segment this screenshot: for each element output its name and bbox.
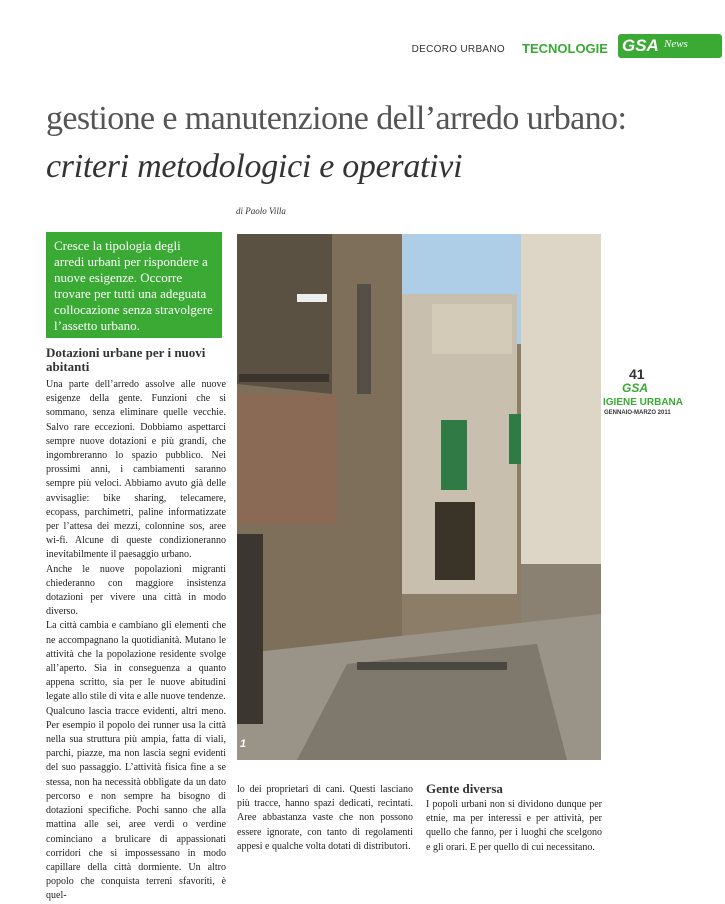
body-column-3 xyxy=(426,798,602,855)
article-title: gestione e manutenzione dell’arredo urbano: xyxy=(46,100,627,137)
paragraph: Una parte dell’arredo assolve alle nuove esigenze della gente. Funzioni che si sommano, senza eliminare quelle vecchie. Salvo rare eccezioni. Dobbiamo aspettarci sempre nuove dotazioni e più grandi, che ingombreranno lo spazio pubblico. Nei prossimi anni, i cambiamenti saranno sempre più veloci. Abbiamo avuto già delle avvisaglie: bike sharing, telecamere, ecopass, parchimetri, paline informatizzate per l’attesa dei mezzi, colonnine sos, aree wi-fi. Alcune di queste condizioneranno inevitabilmente il paesaggio urbano. xyxy=(46,379,226,561)
section-heading-gente-diversa: Gente diversa xyxy=(426,781,503,796)
category-label: TECNOLOGIE xyxy=(522,41,608,56)
body-column-2 xyxy=(237,783,413,854)
sidebar-magazine-name: GSA xyxy=(622,381,649,395)
paragraph: La città cambia e cambiano gli elementi che ne accompagnano la quotidianità. Mutano le attività che la popolazione residente svolge all’aperto. Sia in conseguenza a quanto appena scritto, sia per le nuove abitudini legate allo stile di vita e alle nuove tendenze. xyxy=(46,620,226,703)
gsa-news-logo xyxy=(618,34,722,58)
intro-box: Cresce la tipologia degli arredi urbani per rispondere a nuove esigenze. Occorre trovare per tutti una adeguata collocazione senza stravolgere l’assetto urbano. xyxy=(46,232,222,338)
byline: di Paolo Villa xyxy=(236,206,286,216)
page-number: 41 xyxy=(629,366,645,382)
paragraph: lo dei proprietari di cani. Questi lasciano più tracce, hanno spazi dedicati, recintati. Aree abbastanza vaste che non possono essere ignorate, con tanto di regolamenti appesi e qualche volta dotati di distributori. xyxy=(237,784,413,852)
photo-street-scene xyxy=(237,234,601,760)
paragraph: I popoli urbani non si dividono dunque per etnie, ma per interessi e per attività, per quello che fanno, per i luoghi che scelgono e gli orari. E per quello di cui necessitano. xyxy=(426,799,602,853)
logo-subtext: News xyxy=(664,38,688,50)
paragraph: Qualcuno lascia tracce evidenti, altri meno. Per esempio il popolo dei runner usa la città nella sua struttura più ampia, fatta di viali, parchi, piazze, ma non lascia segni evidenti del suo passaggio. L’attività fisica fine a se stessa, non ha necessità obbligate da un dato percorso e non sempre ha bisogno di dotazioni specifiche. Pochi sanno che alla mattina alle sei, aree verdi o verdine cominciano a brulicare di appassionati corridori che si impossessano in modo capillare della città dormiente. Un altro popolo che conquista terreni sfavoriti, è quel- xyxy=(46,705,226,902)
article-photo xyxy=(237,234,601,760)
section-heading-dotazioni: Dotazioni urbane per i nuovi abitanti xyxy=(46,345,206,374)
issue-date: GENNAIO-MARZO 2011 xyxy=(604,410,671,416)
sidebar-section-name: IGIENE URBANA xyxy=(603,397,684,408)
article-subtitle: criteri metodologici e operativi xyxy=(46,148,463,185)
logo-text: GSA xyxy=(622,36,659,55)
paragraph: Anche le nuove popolazioni migranti chiederanno con maggiore insistenza dotazioni per vivere una città in modo diverso. xyxy=(46,563,226,618)
photo-number: 1 xyxy=(240,738,247,750)
body-column-1 xyxy=(46,378,226,904)
section-label: DECORO URBANO xyxy=(411,44,505,55)
